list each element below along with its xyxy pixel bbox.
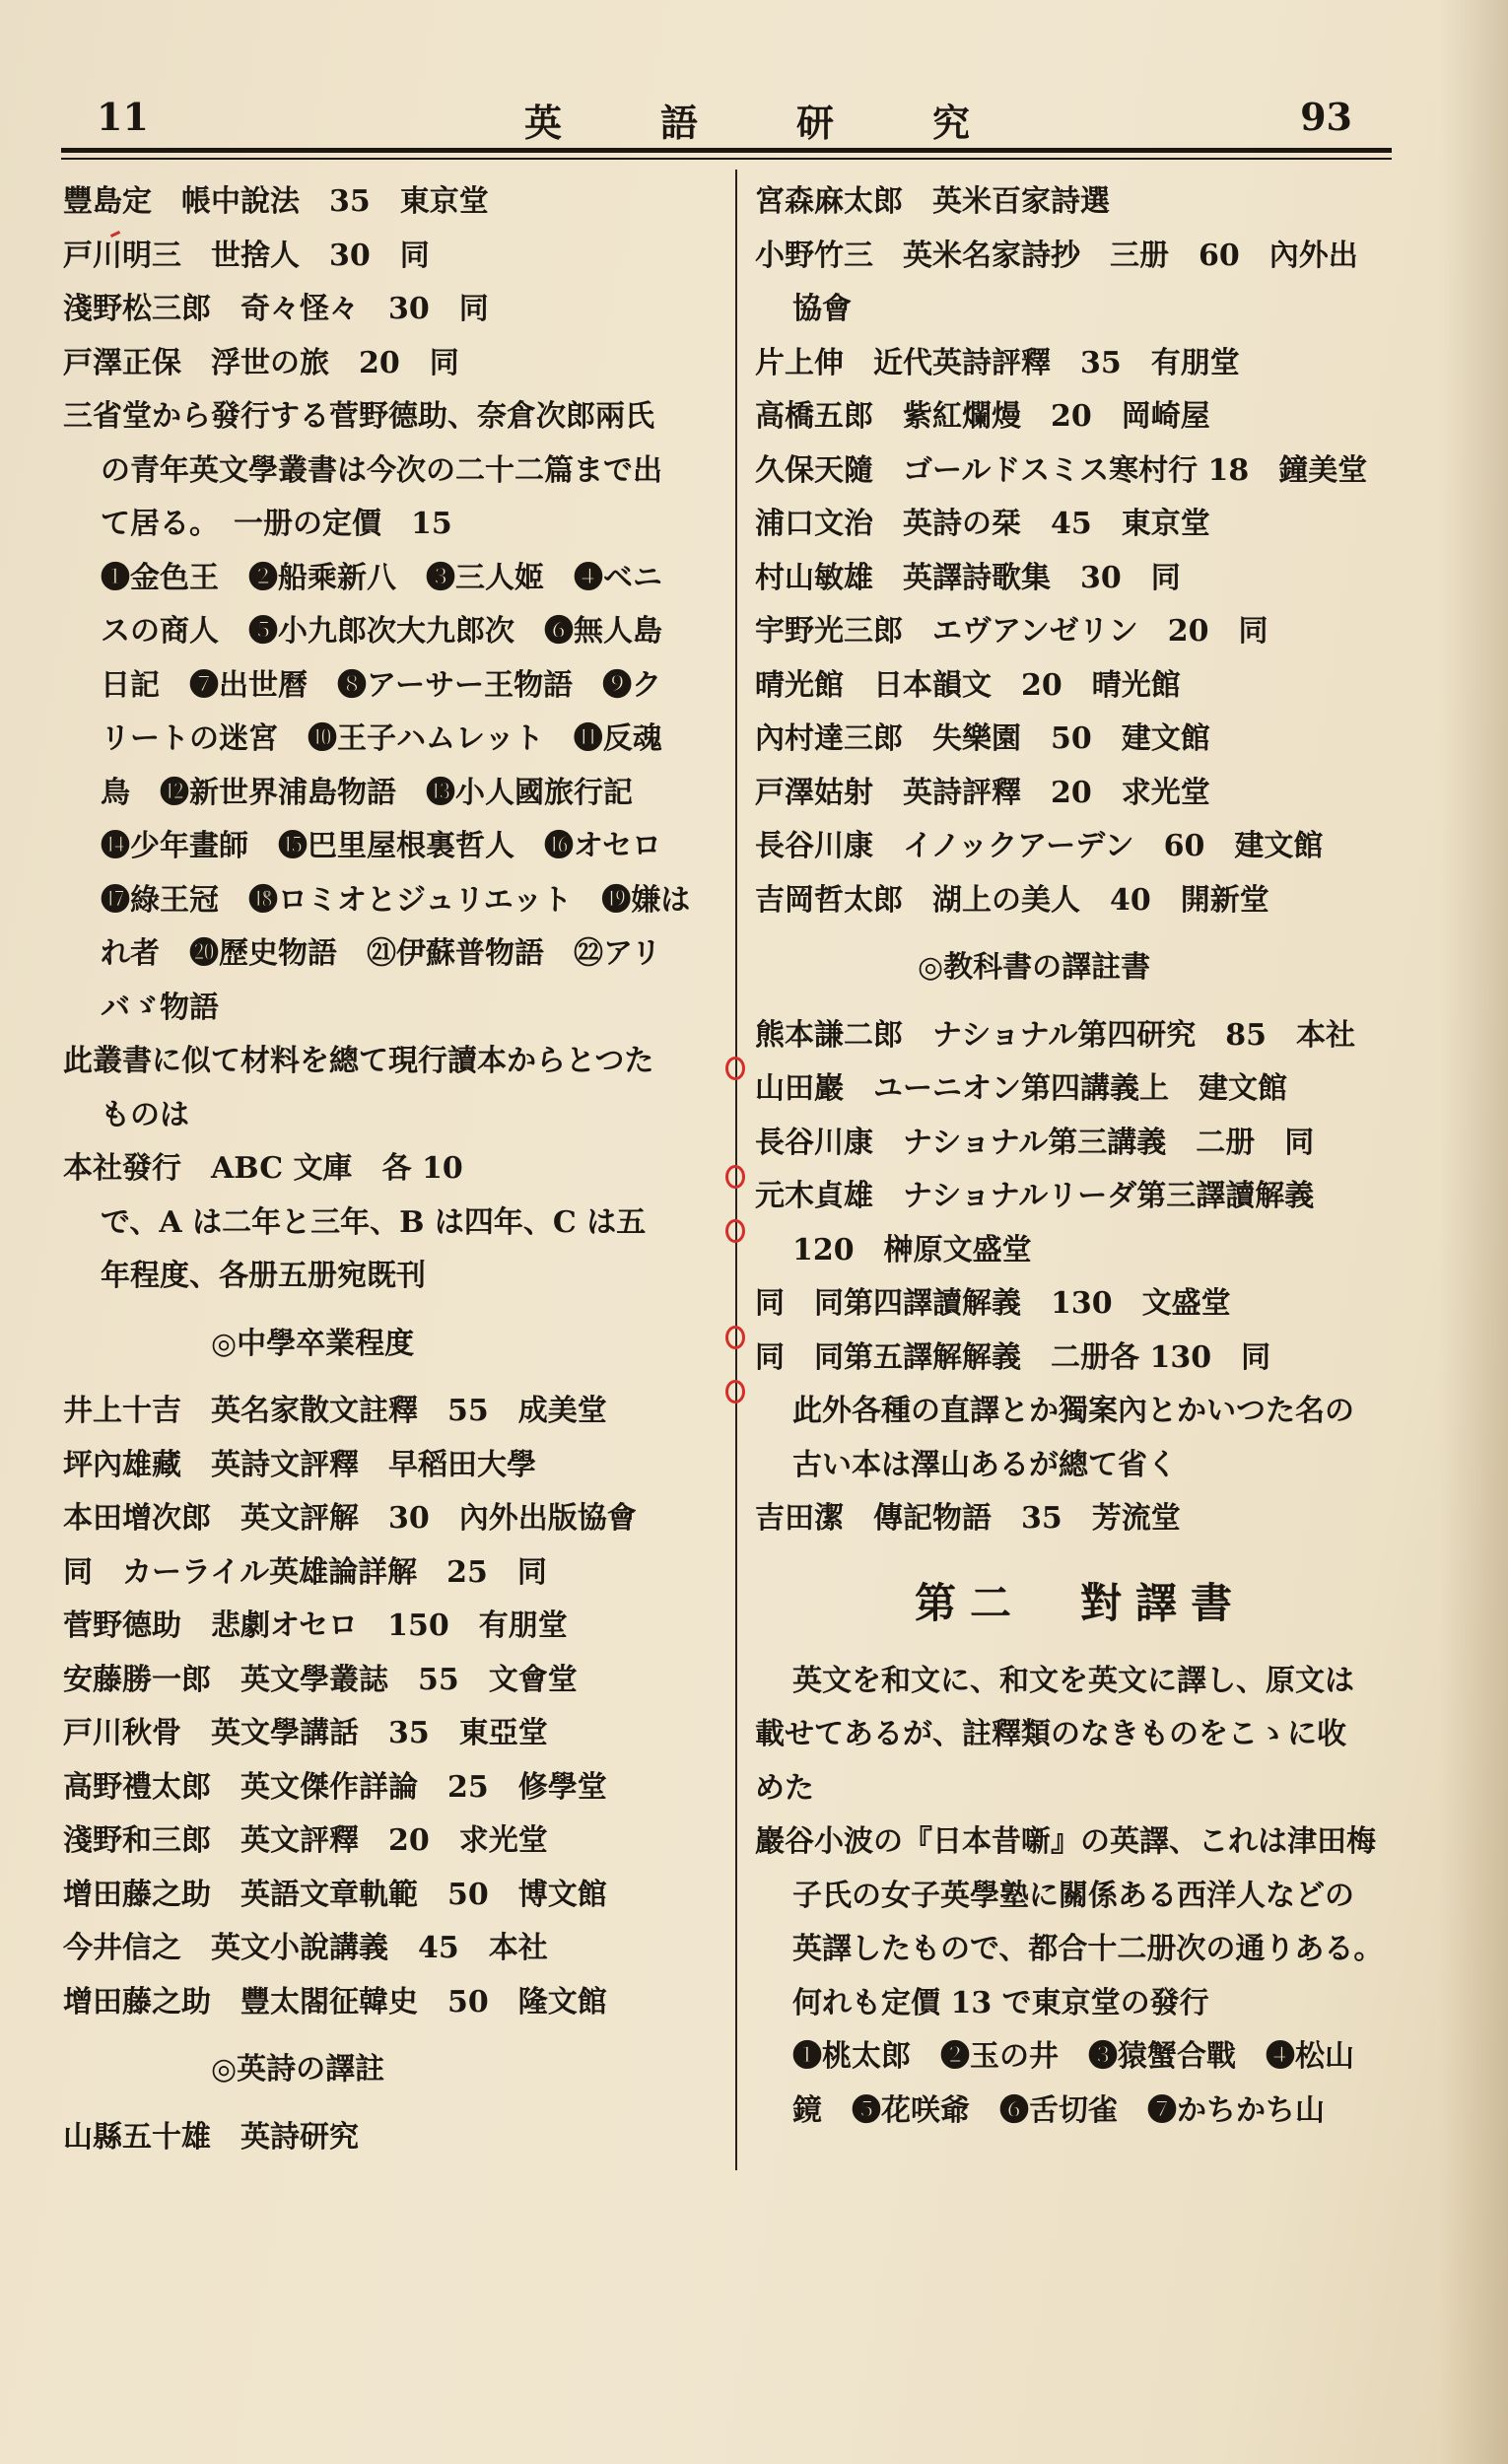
text-line: 古い本は澤山あるが總て省く [792, 1447, 1177, 1482]
right-column [755, 175, 1405, 2138]
text-line: ❶金色王 ❷船乘新八 ❸三人姬 ❹ベニ [101, 560, 662, 595]
text-line: 熊本謙二郎 ナショナル第四研究 85 本社 [755, 1017, 1356, 1053]
text-line: 豐島定 帳中說法 35 東京堂 [63, 184, 489, 219]
text-line: 吉田潔 傳記物語 35 芳流堂 [755, 1501, 1181, 1536]
text-line: スの商人 ❺小九郎次大九郎次 ❻無人島 [101, 614, 662, 649]
text-line: 本社發行 ABC 文庫 各 10 [63, 1151, 463, 1186]
section-heading: ◎中學卒業程度 [211, 1326, 415, 1361]
text-line: 同 同第四譯讀解義 130 文盛堂 [755, 1286, 1231, 1321]
text-line: 戸澤正保 浮世の旅 20 同 [63, 345, 459, 380]
text-line: ❶桃太郎 ❷玉の井 ❸猿蟹合戰 ❹松山 [792, 2039, 1354, 2074]
red-circle-mark [725, 1326, 745, 1349]
text-line: 子氏の女子英學塾に關係ある西洋人などの [792, 1878, 1354, 1913]
text-line: 日記 ❼出世曆 ❽アーサー王物語 ❾ク [101, 667, 662, 703]
text-line: 宮森麻太郎 英米百家詩選 [755, 184, 1110, 219]
text-line: て居る。 一册の定價 15 [101, 507, 452, 541]
text-line: 鏡 ❺花咲爺 ❻舌切雀 ❼かちかち山 [792, 2092, 1325, 2128]
text-line: 戸川秋骨 英文學講話 35 東亞堂 [63, 1716, 548, 1750]
text-line: ⓮少年畫師 ⓯巴里屋根裏哲人 ⓰オセロ [101, 829, 662, 863]
text-line: 安藤勝一郎 英文學叢誌 55 文會堂 [63, 1662, 578, 1697]
text-line: 村山敏雄 英譯詩歌集 30 同 [755, 560, 1181, 595]
red-circle-mark [725, 1165, 745, 1189]
left-column [63, 175, 718, 2164]
text-line: 戸澤姑射 英詩評釋 20 求光堂 [755, 775, 1210, 810]
text-line: 載せてあるが、註釋類のなきものをこゝに收 [755, 1717, 1346, 1751]
text-line: 高野禮太郎 英文傑作詳論 25 修學堂 [63, 1769, 607, 1805]
text-line: 浦口文治 英詩の栞 45 東京堂 [755, 507, 1210, 541]
red-circle-mark [725, 1219, 745, 1243]
text-line: 英譯したもので、都合十二册次の通りある。 [792, 1932, 1384, 1966]
text-line: ものは [101, 1097, 189, 1132]
volume-number: 11 [97, 95, 149, 139]
text-line: 菅野德助 悲劇オセロ 150 有朋堂 [63, 1608, 568, 1643]
text-line: 增田藤之助 豐太閤征韓史 50 隆文館 [63, 1984, 607, 2019]
text-line: 同 カーライル英雄論詳解 25 同 [63, 1554, 547, 1590]
text-line: 巖谷小波の『日本昔噺』の英譯、これは津田梅 [755, 1824, 1376, 1859]
text-line: 高橋五郎 紫紅爛熳 20 岡崎屋 [755, 399, 1210, 434]
section-heading: ◎教科書の譯註書 [918, 950, 1151, 985]
journal-title: 英語研究 [524, 101, 1069, 145]
red-circle-mark [725, 1380, 745, 1403]
red-circle-marks [725, 0, 745, 2464]
text-line: めた [755, 1770, 814, 1806]
text-line: 戸川明三 世捨人 30 同 [63, 238, 430, 273]
red-circle-mark [725, 1057, 745, 1080]
text-line: 此外各種の直譯とか獨案內とかいつた名の [792, 1394, 1354, 1428]
text-line: 元木貞雄 ナショナルリーダ第三譯讀解義 [755, 1179, 1315, 1213]
section-heading: ◎英詩の譯註 [211, 2052, 385, 2087]
text-line: 鳥 ⓬新世界浦島物語 ⓭小人國旅行記 [101, 775, 633, 810]
text-line: 此叢書に似て材料を總て現行讀本からとつた [63, 1044, 654, 1078]
text-line: 宇野光三郎 エヴアンゼリン 20 同 [755, 614, 1268, 649]
section-heading: 第二 對譯書 [914, 1578, 1246, 1627]
text-line: で、A は二年と三年、B は四年、C は五 [101, 1204, 647, 1240]
page-number: 93 [1300, 95, 1352, 139]
text-line: リートの迷宮 ❿王子ハムレット ⓫反魂 [101, 721, 662, 756]
text-line: 長谷川康 ナショナル第三講義 二册 同 [755, 1125, 1315, 1160]
text-line: 小野竹三 英米名家詩抄 三册 60 內外出 [755, 238, 1358, 273]
text-line: 協會 [792, 292, 852, 326]
text-line: れ者 ⓴歷史物語 ㉑伊蘇普物語 ㉒アリ [101, 936, 661, 971]
text-line: 三省堂から發行する菅野德助、奈倉次郎兩氏 [63, 399, 654, 434]
text-line: 同 同第五譯解解義 二册各 130 同 [755, 1339, 1271, 1375]
text-line: 長谷川康 イノックアーデン 60 建文館 [755, 829, 1324, 863]
text-line: 增田藤之助 英語文章軌範 50 博文館 [63, 1877, 607, 1912]
text-line: 何れも定價 13 で東京堂の發行 [792, 1985, 1209, 2020]
text-line: 井上十吉 英名家散文註釋 55 成美堂 [63, 1394, 607, 1428]
text-line: ⓱綠王冠 ⓲ロミオとジュリエット ⓳嫌は [101, 882, 691, 918]
text-line: 年程度、各册五册宛既刊 [101, 1259, 426, 1293]
text-line: 120 榊原文盛堂 [792, 1232, 1032, 1267]
text-line: 片上伸 近代英詩評釋 35 有朋堂 [755, 345, 1240, 380]
text-line: 英文を和文に、和文を英文に譯し、原文は [792, 1663, 1354, 1698]
text-line: の青年英文學叢書は今次の二十二篇まで出 [101, 452, 662, 488]
text-line: 今井信之 英文小說講義 45 本社 [63, 1931, 548, 1965]
text-line: バゞ物語 [101, 990, 219, 1025]
text-line: 山縣五十雄 英詩研究 [63, 2119, 359, 2155]
text-line: 山田巖 ユーニオン第四講義上 建文館 [755, 1071, 1287, 1106]
text-line: 淺野松三郎 奇々怪々 30 同 [63, 292, 489, 326]
text-line: 吉岡哲太郎 湖上の美人 40 開新堂 [755, 882, 1269, 918]
page-edge-shadow [1439, 0, 1508, 2464]
text-line: 本田增次郎 英文評解 30 內外出版協會 [63, 1501, 637, 1536]
text-line: 坪內雄藏 英詩文評釋 早稻田大學 [63, 1447, 536, 1482]
text-line: 晴光館 日本韻文 20 晴光館 [755, 667, 1181, 703]
text-line: 久保天隨 ゴールドスミス寒村行 18 鐘美堂 [755, 452, 1368, 488]
text-line: 內村達三郎 失樂園 50 建文館 [755, 721, 1210, 756]
text-line: 淺野和三郎 英文評釋 20 求光堂 [63, 1823, 548, 1858]
